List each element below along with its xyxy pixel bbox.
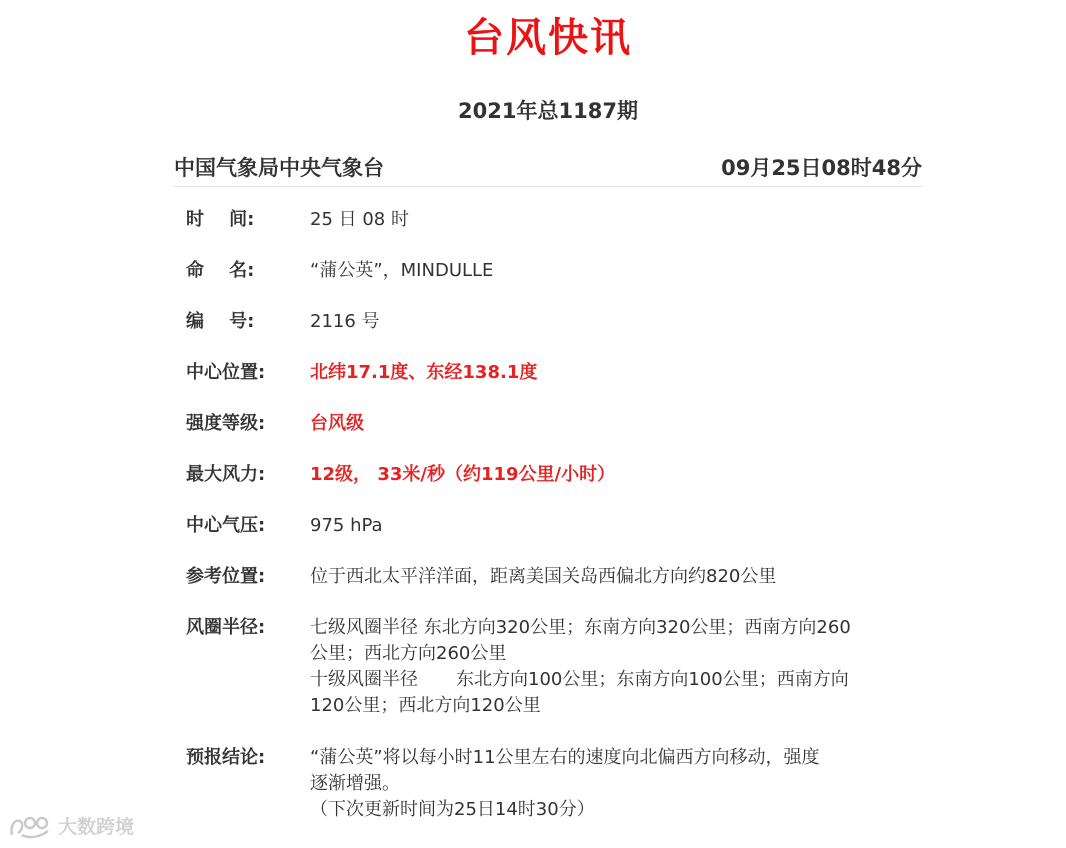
wind-radius-line-3 — [310, 667, 916, 693]
forecast-value — [310, 745, 916, 823]
wind-radius-label: 风圈半径: — [186, 617, 266, 638]
wind-radius-line-4: 120公里；西北方向120公里 — [310, 695, 541, 716]
typhoon-info-table — [186, 207, 916, 848]
issued-time: 09月25日08时48分 — [721, 156, 922, 180]
bulletin-header — [174, 150, 922, 187]
number-value: 2116 号 — [310, 311, 380, 332]
watermark — [8, 812, 134, 839]
name-label: 命 名: — [186, 260, 255, 281]
row-time — [186, 207, 916, 233]
forecast-label: 预报结论: — [186, 747, 266, 768]
row-max-wind — [186, 462, 916, 488]
row-wind-radius — [186, 615, 916, 719]
issuing-agency: 中国气象局中央气象台 — [174, 156, 384, 180]
max-wind-value: 12级， 33米/秒（约119公里/小时） — [310, 464, 616, 485]
max-wind-label: 最大风力: — [186, 464, 266, 485]
reference-position-label: 参考位置: — [186, 566, 266, 587]
row-name — [186, 258, 916, 284]
time-label: 时 间: — [186, 209, 255, 230]
watermark-text: 大数跨境 — [58, 816, 135, 838]
wind-radius-line-1: 七级风圈半径 东北方向320公里；东南方向320公里；西南方向260 — [310, 617, 851, 638]
wind-radius-line-3-prefix: 十级风圈半径 — [310, 669, 418, 690]
center-position-value: 北纬17.1度、东经138.1度 — [310, 362, 538, 383]
issue-number: 2021年总1187期 — [458, 99, 638, 123]
row-forecast — [186, 745, 916, 823]
row-center-position — [186, 360, 916, 386]
intensity-label: 强度等级: — [186, 413, 266, 434]
wind-radius-line-3-detail: 东北方向100公里；东南方向100公里；西南方向 — [456, 669, 849, 690]
row-reference-position — [186, 564, 916, 590]
center-position-label: 中心位置: — [186, 362, 266, 383]
forecast-line-3: （下次更新时间为25日14时30分） — [310, 799, 595, 820]
row-number — [186, 309, 916, 335]
row-intensity — [186, 411, 916, 437]
wind-radius-value — [310, 615, 916, 719]
time-value: 25 日 08 时 — [310, 209, 409, 230]
bulletin-title: 台风快讯 — [464, 15, 632, 61]
name-value: “蒲公英”，MINDULLE — [310, 260, 494, 281]
center-pressure-label: 中心气压: — [186, 515, 266, 536]
row-center-pressure — [186, 513, 916, 539]
number-label: 编 号: — [186, 311, 255, 332]
reference-position-value: 位于西北太平洋洋面，距离美国关岛西偏北方向约820公里 — [310, 566, 777, 587]
forecast-line-2: 逐渐增强。 — [310, 773, 400, 794]
center-pressure-value: 975 hPa — [310, 515, 383, 536]
intensity-value: 台风级 — [310, 413, 364, 434]
dashukuajing-logo-icon — [8, 813, 54, 839]
wind-radius-line-2: 公里；西北方向260公里 — [310, 643, 507, 664]
forecast-line-1: “蒲公英”将以每小时11公里左右的速度向北偏西方向移动，强度 — [310, 747, 820, 768]
